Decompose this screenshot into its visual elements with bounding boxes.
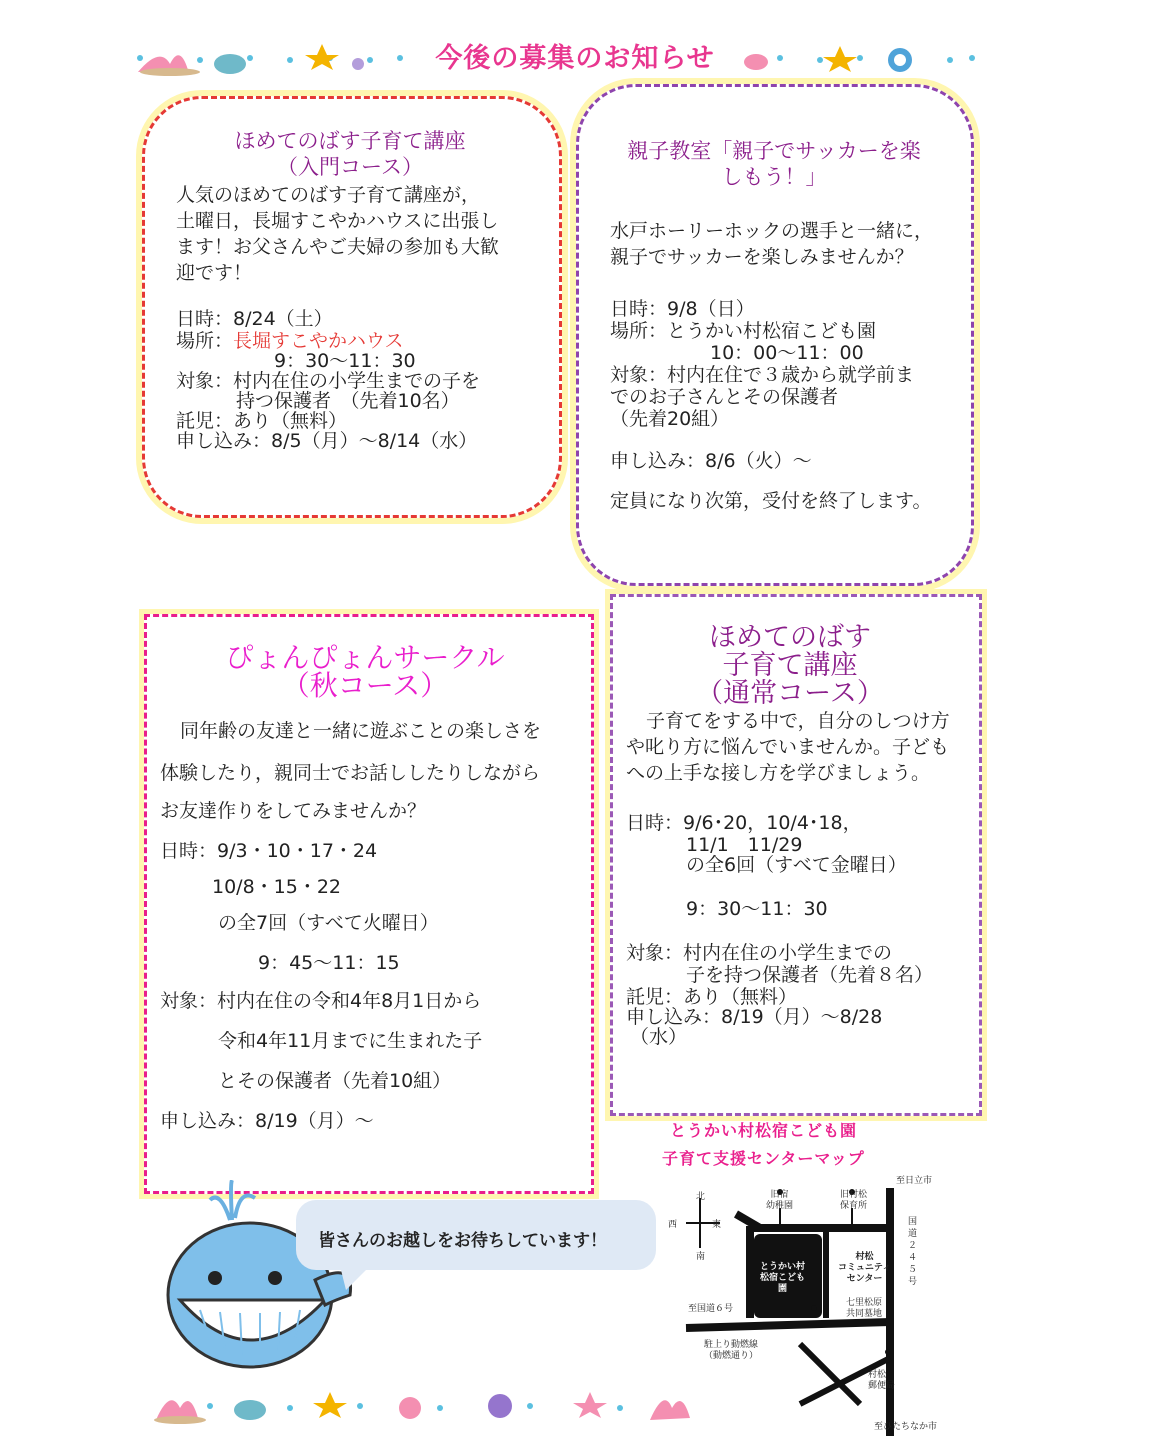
- soccer-class-body-2: 親子でサッカーを楽しみませんか？: [610, 246, 914, 268]
- compass-west: 西: [668, 1220, 678, 1230]
- regular-course-date-1: 日時：9/6･20，10/4･18，: [626, 812, 862, 834]
- pyonpyon-title-line2: （秋コース）: [281, 669, 449, 702]
- intro-course-title-line2: （入門コース）: [277, 155, 423, 179]
- regular-course-apply-2: （水）: [630, 1026, 688, 1048]
- pyonpyon-apply: 申し込み：8/19（月）～: [160, 1110, 374, 1132]
- intro-course-childcare: 託児：あり（無料）: [176, 410, 348, 432]
- soccer-class-target-3: （先着20組）: [610, 408, 730, 430]
- intro-course-target-2: 持つ保護者 （先着10名）: [236, 390, 460, 412]
- pyonpyon-body-3: お友達作りをしてみませんか？: [160, 800, 427, 822]
- speech-bubble-text: 皆さんのお越しをお待ちしています！: [318, 1231, 607, 1251]
- intro-course-title: [160, 128, 540, 180]
- regular-course-body-2: や叱り方に悩んでいませんか。子ども: [626, 736, 950, 758]
- regular-course-title-line2: 子育て講座: [722, 650, 858, 681]
- pyonpyon-target-3: とその保護者（先着10組）: [218, 1070, 452, 1092]
- intro-course-body-2: 土曜日，長堀すこやかハウスに出張し: [176, 210, 499, 232]
- pyonpyon-target-1: 対象：村内在住の令和4年8月1日から: [160, 990, 482, 1012]
- intro-course-body-1: 人気のほめてのばす子育て講座が，: [176, 184, 481, 206]
- regular-course-apply-1: 申し込み：8/19（月）～8/28: [626, 1006, 883, 1028]
- footer-decoration: [150, 1380, 710, 1426]
- regular-course-date-2: 11/1 11/29: [686, 834, 803, 856]
- soccer-class-time: 10：00～11：00: [710, 342, 864, 364]
- intro-course-apply: 申し込み：8/5（月）～8/14（水）: [176, 430, 478, 452]
- map-label-cemetery: 七里松原 共同墓地: [846, 1298, 883, 1319]
- regular-course-title-line1: ほめてのばす: [709, 622, 871, 653]
- regular-course-target-1: 対象：村内在住の小学生までの: [626, 942, 893, 964]
- intro-course-place-value: 長堀すこやかハウス: [233, 330, 404, 352]
- pyonpyon-body-2: 体験したり，親同士でお話ししたりしながら: [160, 762, 541, 784]
- soccer-class-target-1: 対象：村内在住で３歳から就学前ま: [610, 364, 915, 386]
- regular-course-title: [640, 624, 940, 708]
- speech-bubble-tail: [340, 1266, 380, 1292]
- pyonpyon-target-2: 令和4年11月までに生まれた子: [218, 1030, 483, 1052]
- intro-course-time: 9：30～11：30: [274, 350, 416, 372]
- intro-course-date: 日時：8/24（土）: [176, 308, 333, 330]
- map-label-center-building: とうかい村 松宿こども 園: [760, 1262, 806, 1294]
- map-label-road-name: 駐上り動燃線 （動燃通り）: [704, 1340, 759, 1361]
- map-title-line2: 子育て支援センターマップ: [662, 1149, 865, 1168]
- intro-course-place-label: 場所：: [176, 330, 234, 352]
- map-label-post-office: 村松 郵便局: [868, 1370, 896, 1391]
- soccer-class-apply: 申し込み：8/6（火）～: [610, 450, 812, 472]
- header-decoration-left: [130, 36, 410, 76]
- regular-course-date-3: の全6回（すべて金曜日）: [686, 854, 907, 876]
- pyonpyon-body-1: 同年齢の友達と一緒に遊ぶことの楽しさを: [180, 720, 542, 742]
- soccer-class-title: [604, 138, 944, 190]
- map-label-to-hitachinaka: 至ひたちなか市: [874, 1422, 938, 1432]
- intro-course-body-3: ます！お父さんやご夫婦の参加も大歓: [176, 236, 500, 258]
- map-label-old-nursery: 旧村松 保育所: [840, 1190, 868, 1211]
- soccer-class-title-line2: しもう！」: [721, 165, 827, 189]
- soccer-class-title-line1: 親子教室「親子でサッカーを楽: [627, 139, 921, 163]
- regular-course-target-2: 子を持つ保護者（先着８名）: [686, 964, 934, 986]
- map-label-old-kindergarten: 旧宿 幼稚園: [766, 1190, 794, 1211]
- map-label-to-hitachi-city: 至日立市: [896, 1176, 933, 1186]
- pyonpyon-title: [170, 641, 560, 702]
- map-label-to-route6: 至国道６号: [688, 1304, 734, 1314]
- regular-course-body-1: 子育てをする中で，自分のしつけ方: [646, 710, 950, 732]
- pyonpyon-date-2: 10/8・15・22: [212, 876, 342, 898]
- page-title: 今後の募集のお知らせ: [435, 43, 715, 74]
- header-decoration-right: [740, 36, 980, 76]
- pyonpyon-title-line1: ぴょんぴょんサークル: [225, 641, 505, 674]
- pyonpyon-time: 9：45～11：15: [258, 952, 400, 974]
- soccer-class-place: 場所：とうかい村松宿こども園: [610, 320, 877, 342]
- intro-course-title-line1: ほめてのばす子育て講座: [234, 129, 466, 153]
- compass-north: 北: [696, 1192, 706, 1202]
- intro-course-target-1: 対象：村内在住の小学生までの子を: [176, 370, 481, 392]
- location-map: [680, 1168, 940, 1436]
- map-label-route245: 国道２４５号: [908, 1217, 918, 1287]
- soccer-class-note: 定員になり次第，受付を終了します。: [610, 490, 932, 512]
- regular-course-title-line3: （通常コース）: [696, 678, 884, 709]
- soccer-class-target-2: でのお子さんとその保護者: [610, 386, 839, 408]
- soccer-class-body-1: 水戸ホーリーホックの選手と一緒に，: [610, 220, 934, 242]
- soccer-class-date: 日時：9/8（日）: [610, 298, 755, 320]
- map-title-line1: とうかい村松宿こども園: [670, 1121, 858, 1140]
- intro-course-body-4: 迎です！: [176, 262, 253, 284]
- intro-course-place: [176, 330, 403, 352]
- compass-east: 東: [712, 1220, 722, 1230]
- regular-course-time: 9：30～11：30: [686, 898, 828, 920]
- regular-course-childcare: 託児：あり（無料）: [626, 986, 798, 1008]
- regular-course-body-3: への上手な接し方を学びましょう。: [626, 762, 931, 784]
- map-label-community-center: 村松 コミュニティ センター: [838, 1252, 892, 1284]
- pyonpyon-date-3: の全7回（すべて火曜日）: [218, 912, 439, 934]
- pyonpyon-date-1: 日時：9/3・10・17・24: [160, 840, 378, 862]
- compass-south: 南: [696, 1252, 706, 1262]
